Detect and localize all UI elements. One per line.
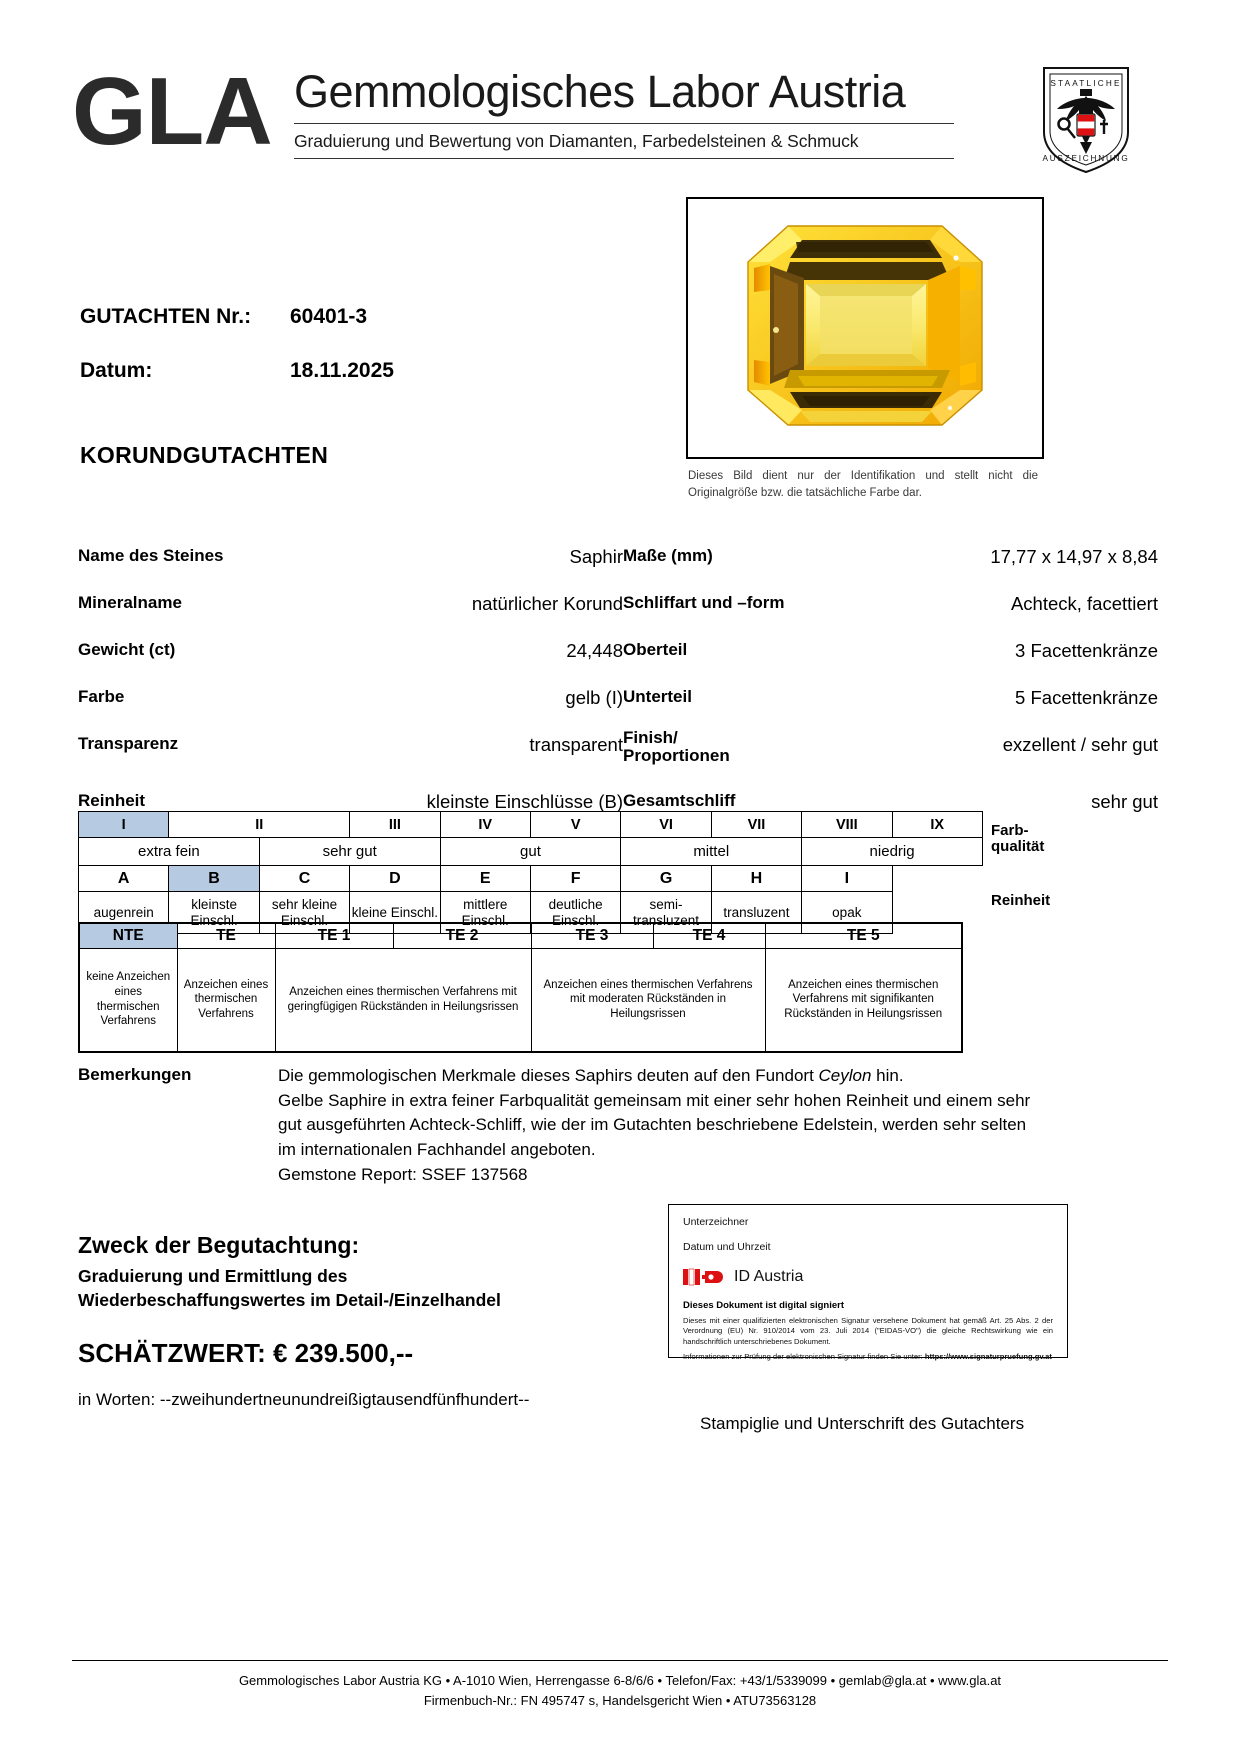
prop-label-finish-line1: Finish/ bbox=[623, 728, 678, 747]
quality-extra-fein: extra fein bbox=[79, 838, 260, 866]
thermal-table bbox=[78, 922, 963, 1053]
prop-value-pavilion: 5 Facettenkränze bbox=[1015, 686, 1158, 708]
roman-cell-i[interactable]: I bbox=[79, 812, 169, 838]
report-meta bbox=[80, 305, 560, 413]
thermal-head-nte[interactable]: NTE bbox=[79, 923, 177, 948]
prop-label-cut: Schliffart und –form bbox=[623, 592, 785, 612]
prop-label-mineral: Mineralname bbox=[78, 592, 182, 612]
prop-value-name: Saphir bbox=[569, 545, 623, 567]
prop-value-clarity: kleinste Einschlüsse (B) bbox=[426, 790, 623, 812]
document-header bbox=[72, 58, 1172, 188]
clarity-desc-semi-transluzent: semi-transluzent bbox=[621, 892, 711, 934]
thermal-desc-nte: keine Anzeichen eines thermischen Verfahrens bbox=[79, 948, 177, 1052]
roman-cell-ix[interactable]: IX bbox=[892, 812, 982, 838]
clarity-desc-augenrein: augenrein bbox=[79, 892, 169, 934]
prop-value-cut: Achteck, facettiert bbox=[1010, 592, 1158, 614]
signature-legal-text: Dieses mit einer qualifizierten elektronischen Signatur versehene Dokument hat gemäß Art. 25 Abs. 2 der Verordnung (EU) Nr. 910/2014 vom 23. Juli 2014 ("EIDAS-VO") die gleiche Rechtswirkung wie ein handschriftlich unterschriebenes Dokument. bbox=[683, 1316, 1053, 1346]
letter-cell-b[interactable]: B bbox=[169, 866, 259, 892]
letter-cell-a[interactable]: A bbox=[79, 866, 169, 892]
digitally-signed-note: Dieses Dokument ist digital signiert bbox=[683, 1300, 845, 1311]
estimated-value bbox=[78, 1338, 413, 1369]
clarity-desc-deutliche: deutliche Einschl. bbox=[530, 892, 620, 934]
prop-value-finish: exzellent / sehr gut bbox=[1002, 733, 1158, 755]
document-footer bbox=[72, 1660, 1168, 1710]
clarity-desc-kleinste: kleinste Einschl. bbox=[169, 892, 259, 934]
prop-label-name: Name des Steines bbox=[78, 545, 224, 565]
roman-cell-iv[interactable]: IV bbox=[440, 812, 530, 838]
remarks-line-4: im internationalen Fachhandel angeboten. bbox=[278, 1139, 596, 1159]
remarks-section bbox=[78, 1064, 1078, 1187]
prop-label-finish-line2: Proportionen bbox=[623, 746, 730, 766]
thermal-head-te1[interactable]: TE 1 bbox=[275, 923, 393, 948]
gla-logo-mark: GLA bbox=[72, 58, 272, 165]
remarks-line-5: Gemstone Report: SSEF 137568 bbox=[278, 1164, 528, 1184]
quality-gut: gut bbox=[440, 838, 621, 866]
quality-niedrig: niedrig bbox=[802, 838, 983, 866]
roman-cell-ii[interactable]: II bbox=[169, 812, 350, 838]
svg-text:STAATLICHE: STAATLICHE bbox=[1050, 79, 1122, 88]
lab-title: Gemmologisches Labor Austria bbox=[294, 66, 906, 117]
properties-grid bbox=[78, 533, 1168, 825]
header-rule-bottom bbox=[294, 158, 954, 159]
remarks-origin: Ceylon bbox=[818, 1066, 872, 1085]
letter-cell-f[interactable]: F bbox=[530, 866, 620, 892]
quality-mittel: mittel bbox=[621, 838, 802, 866]
prop-value-color: gelb (I) bbox=[565, 686, 623, 708]
lab-name-block bbox=[294, 68, 954, 159]
clarity-desc-transluzent: transluzent bbox=[711, 892, 801, 934]
color-quality-row bbox=[79, 838, 983, 866]
clarity-letter-row bbox=[79, 866, 983, 892]
roman-cell-v[interactable]: V bbox=[530, 812, 620, 838]
remarks-body bbox=[278, 1064, 1030, 1187]
gemstone-illustration bbox=[740, 218, 990, 438]
letter-cell-i[interactable]: I bbox=[802, 866, 892, 892]
quality-sehr-gut: sehr gut bbox=[259, 838, 440, 866]
letter-cell-c[interactable]: C bbox=[259, 866, 349, 892]
digital-signature-box bbox=[668, 1204, 1068, 1362]
report-number-row bbox=[80, 305, 560, 329]
gemstone-photo-caption: Dieses Bild dient nur der Identifikation und stellt nicht die Originalgröße bzw. die tatsächliche Farbe dar. bbox=[688, 470, 1038, 499]
austrian-state-emblem-icon bbox=[1040, 62, 1132, 174]
thermal-treatment-table bbox=[78, 922, 983, 1053]
remarks-line1-pre: Die gemmologischen Merkmale dieses Saphirs deuten auf den Fundort bbox=[278, 1066, 819, 1085]
report-number-label: GUTACHTEN Nr.: bbox=[80, 305, 252, 328]
clarity-desc-opak: opak bbox=[802, 892, 892, 934]
letter-cell-h[interactable]: H bbox=[711, 866, 801, 892]
thermal-desc-te3-te4: Anzeichen eines thermischen Verfahrens mit moderaten Rückständen in Heilungsrissen bbox=[531, 948, 765, 1052]
prop-label-clarity: Reinheit bbox=[78, 790, 146, 810]
verify-text-prefix: Informationen zur Prüfung der elektronischen Signatur finden Sie unter: bbox=[683, 1352, 925, 1362]
id-austria-label: ID Austria bbox=[734, 1268, 804, 1285]
report-date-row bbox=[80, 359, 560, 383]
report-number-value: 60401-3 bbox=[290, 305, 368, 328]
estimate-label: SCHÄTZWERT: bbox=[78, 1338, 266, 1368]
thermal-desc-te1-te2: Anzeichen eines thermischen Verfahrens mit geringfügigen Rückständen in Heilungsrissen bbox=[275, 948, 531, 1052]
remarks-line-3: gut ausgeführten Achteck-Schliff, wie der im Gutachten beschriebene Edelstein, werden sehr selten bbox=[278, 1115, 1027, 1135]
footer-line-1: Gemmologisches Labor Austria KG • A-1010 Wien, Herrengasse 6-8/6/6 • Telefon/Fax: +43/1/5339099 • gemlab@gla.at • www.gla.at bbox=[238, 1673, 1002, 1688]
footer-line-2: Firmenbuch-Nr.: FN 495747 s, Handelsgericht Wien • ATU73563128 bbox=[423, 1692, 817, 1708]
roman-cell-viii[interactable]: VIII bbox=[802, 812, 892, 838]
prop-label-pavilion: Unterteil bbox=[623, 686, 692, 706]
purpose-line-1: Graduierung und Ermittlung des bbox=[78, 1266, 348, 1286]
purpose-section bbox=[78, 1232, 638, 1312]
prop-value-overall-cut: sehr gut bbox=[1091, 790, 1158, 812]
gemstone-photo bbox=[686, 197, 1044, 459]
prop-label-transparency: Transparenz bbox=[78, 733, 179, 753]
letter-cell-d[interactable]: D bbox=[350, 866, 440, 892]
prop-value-transparency: transparent bbox=[529, 733, 623, 755]
clarity-caption: Reinheit bbox=[991, 892, 1051, 909]
signature-verify-text bbox=[683, 1352, 1053, 1362]
color-quality-caption bbox=[991, 823, 1044, 855]
prop-label-measurements: Maße (mm) bbox=[623, 545, 713, 565]
prop-value-crown: 3 Facettenkränze bbox=[1015, 639, 1158, 661]
estimate-value: € 239.500,-- bbox=[273, 1338, 414, 1368]
prop-label-weight: Gewicht (ct) bbox=[78, 639, 176, 659]
grading-table bbox=[78, 811, 983, 934]
thermal-desc-te: Anzeichen eines thermischen Verfahrens bbox=[177, 948, 275, 1052]
report-date-value: 18.11.2025 bbox=[290, 359, 394, 382]
prop-value-weight: 24,448 bbox=[566, 639, 623, 661]
roman-cell-vii[interactable]: VII bbox=[711, 812, 801, 838]
report-date-label: Datum: bbox=[80, 359, 153, 382]
remarks-line-1 bbox=[278, 1064, 1030, 1089]
document-type-title: KORUNDGUTACHTEN bbox=[80, 442, 329, 468]
remarks-line1-post: hin. bbox=[871, 1066, 904, 1085]
id-austria-logo-icon bbox=[683, 1266, 725, 1288]
thermal-desc-te5: Anzeichen eines thermischen Verfahrens mit signifikanten Rückständen in Heilungsrissen bbox=[765, 948, 962, 1052]
remarks-line-2: Gelbe Saphire in extra feiner Farbqualität gemeinsam mit einer sehr hohen Reinheit und einem sehr bbox=[278, 1090, 1031, 1110]
letter-cell-g[interactable]: G bbox=[621, 866, 711, 892]
roman-cell-vi[interactable]: VI bbox=[621, 812, 711, 838]
thermal-head-te2[interactable]: TE 2 bbox=[393, 923, 531, 948]
verify-link[interactable]: https://www.signaturpruefung.gv.at bbox=[924, 1352, 1052, 1362]
id-austria-row bbox=[683, 1266, 1053, 1288]
prop-label-finish bbox=[623, 721, 858, 778]
thermal-header-row bbox=[79, 923, 962, 948]
purpose-line-2: Wiederbeschaffungswertes im Detail-/Einzelhandel bbox=[78, 1289, 501, 1310]
roman-cell-iii[interactable]: III bbox=[350, 812, 440, 838]
grading-scales bbox=[78, 811, 1083, 934]
properties-table bbox=[78, 533, 1168, 825]
stamp-signature-caption: Stampiglie und Unterschrift des Gutachters bbox=[700, 1414, 1025, 1433]
color-quality-caption-line2: qualität bbox=[991, 837, 1045, 855]
prop-label-crown: Oberteil bbox=[623, 639, 688, 659]
svg-text:AUSZEICHNUNG: AUSZEICHNUNG bbox=[1042, 154, 1130, 163]
prop-label-overall-cut: Gesamtschliff bbox=[623, 790, 736, 810]
thermal-description-row bbox=[79, 948, 962, 1052]
signature-datetime-label: Datum und Uhrzeit bbox=[683, 1241, 771, 1253]
estimate-in-words: in Worten: --zweihundertneunundreißigtausendfünfhundert-- bbox=[78, 1390, 530, 1409]
clarity-desc-sehr-kleine: sehr kleine Einschl. bbox=[259, 892, 349, 934]
letter-cell-e[interactable]: E bbox=[440, 866, 530, 892]
thermal-head-te3[interactable]: TE 3 bbox=[531, 923, 653, 948]
purpose-heading: Zweck der Begutachtung: bbox=[78, 1232, 360, 1258]
thermal-head-te[interactable]: TE bbox=[177, 923, 275, 948]
prop-label-color: Farbe bbox=[78, 686, 125, 706]
thermal-head-te4[interactable]: TE 4 bbox=[653, 923, 765, 948]
clarity-desc-kleine: kleine Einschl. bbox=[350, 892, 440, 934]
prop-value-mineral: natürlicher Korund bbox=[471, 592, 623, 614]
color-quality-caption-line1: Farb- bbox=[991, 822, 1029, 839]
remarks-label: Bemerkungen bbox=[78, 1065, 192, 1084]
prop-value-measurements: 17,77 x 14,97 x 8,84 bbox=[990, 545, 1158, 567]
thermal-head-te5[interactable]: TE 5 bbox=[765, 923, 962, 948]
clarity-desc-mittlere: mittlere Einschl. bbox=[440, 892, 530, 934]
color-roman-row bbox=[79, 812, 983, 838]
lab-subtitle: Graduierung und Bewertung von Diamanten, Farbedelsteinen & Schmuck bbox=[294, 131, 859, 152]
signer-label: Unterzeichner bbox=[683, 1216, 749, 1228]
